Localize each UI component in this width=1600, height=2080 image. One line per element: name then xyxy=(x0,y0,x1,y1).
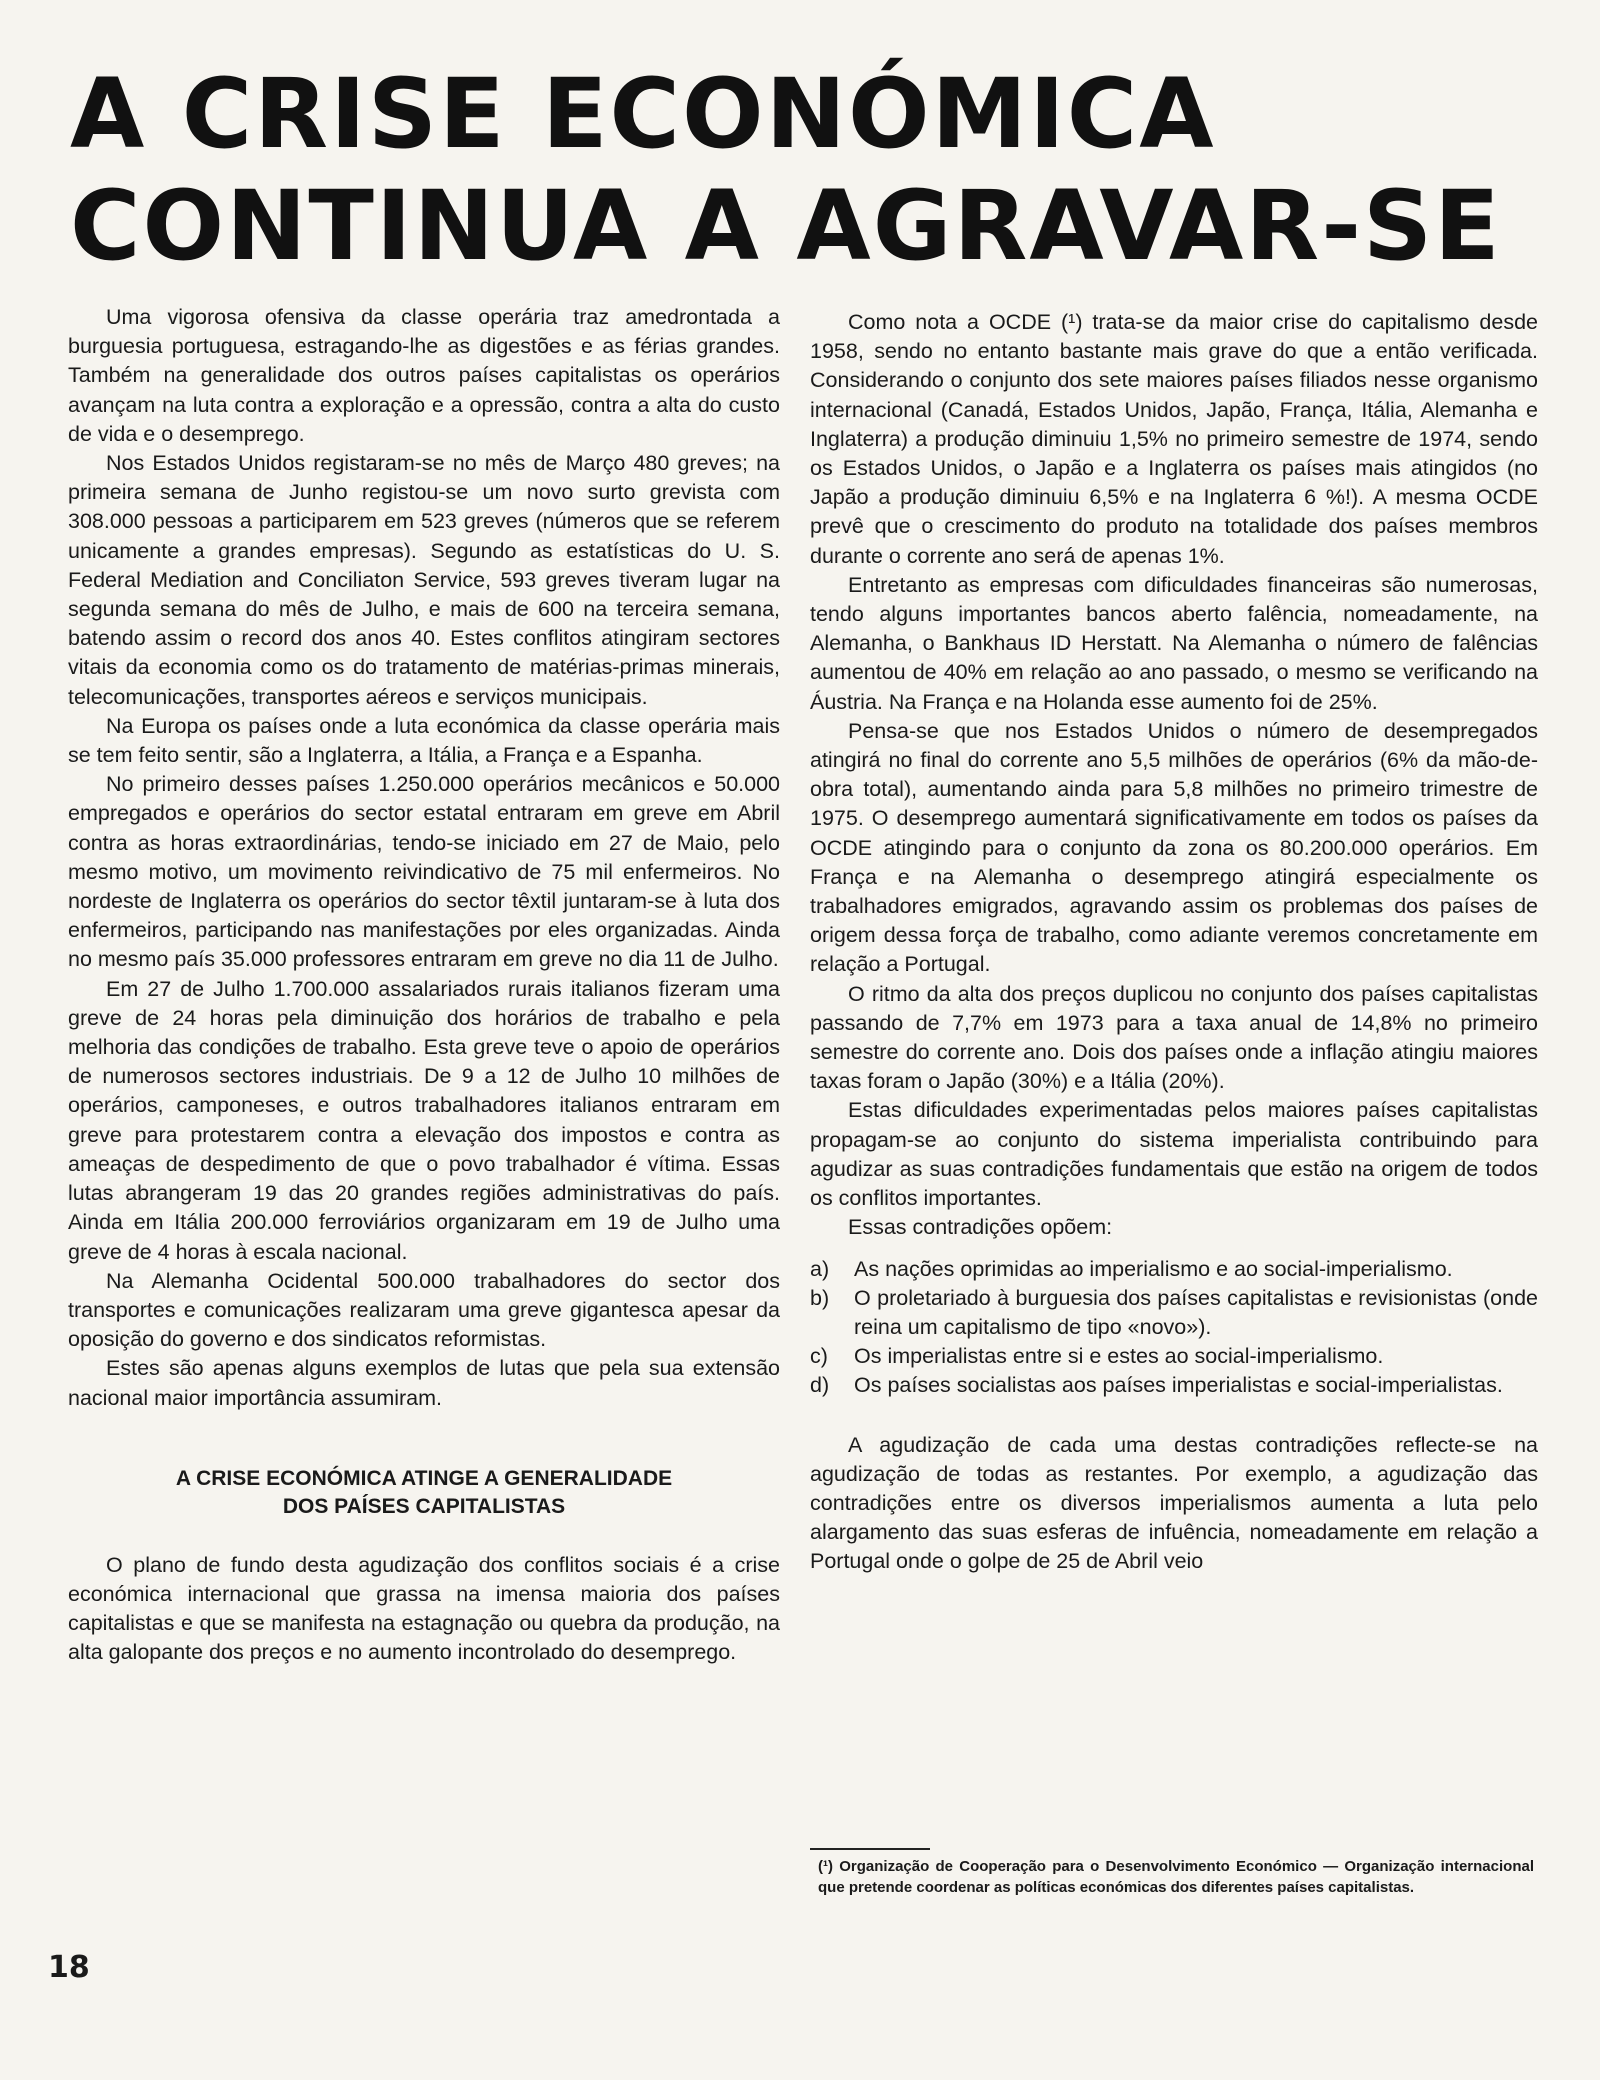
article-title-line-1: A CRISE ECONÓMICA xyxy=(70,58,1216,170)
list-item xyxy=(810,1371,1538,1400)
section-subheading-line-2: DOS PAÍSES CAPITALISTAS xyxy=(282,1494,566,1518)
paragraph: O plano de fundo desta agudização dos conflitos sociais é a crise económica internacional que grassa na imensa maioria dos países capitalistas e que se manifesta na estagnação ou quebra da produção, na alta galopante dos preços e no aumento incontrolado do desemprego. xyxy=(68,1552,780,1665)
list-item-letter: c) xyxy=(810,1344,828,1369)
paragraph: Essas contradições opõem: xyxy=(848,1215,1113,1240)
paragraph: Nos Estados Unidos registaram-se no mês de Março 480 greves; na primeira semana de Junho registou-se um novo surto grevista com 308.000 pessoas a participarem em 523 greves (números que se referem unicamente a grandes empresas). Segundo as estatísticas do U. S. Federal Mediation and Conciliaton Service, 593 greves tiveram lugar na segunda semana do mês de Julho, e mais de 600 na terceira semana, batendo assim o record dos anos 40. Estes conflitos atingiram sectores vitais da economia como os do tratamento de matérias-primas minerais, telecomunicações, transportes aéreos e serviços municipais. xyxy=(68,451,780,709)
paragraph: Na Alemanha Ocidental 500.000 trabalhadores do sector dos transportes e comunicações realizaram uma greve gigantesca apesar da oposição do governo e dos sindicatos reformistas. xyxy=(68,1268,780,1352)
list-item-letter: a) xyxy=(810,1256,830,1281)
list-item-letter: b) xyxy=(810,1285,830,1310)
list-item-text: As nações oprimidas ao imperialismo e ao social-imperialismo. xyxy=(854,1256,1453,1281)
section-subheading xyxy=(68,1465,780,1521)
footnote: (¹) Organização de Cooperação para o Desenvolvimento Económico — Organização internacional que pretende coordenar as políticas económicas dos diferentes países capitalistas. xyxy=(818,1858,1534,1896)
paragraph: Pensa-se que nos Estados Unidos o número de desempregados atingirá no final do corrente ano 5,5 milhões de operários (6% da mão-de-obra total), aumentando ainda para 5,8 milhões no primeiro trimestre de 1975. O desemprego aumentará significativamente em todos os países da OCDE atingindo para o conjunto da zona os 80.200.000 operários. Em França e na Alemanha o desemprego atingirá especialmente os trabalhadores emigrados, agravando assim os problemas dos países de origem dessa força de trabalho, como adiante veremos concretamente em relação a Portugal. xyxy=(810,718,1538,977)
paragraph: Em 27 de Julho 1.700.000 assalariados rurais italianos fizeram uma greve de 24 horas pela diminuição dos horários de trabalho e pela melhoria das condições de trabalho. Esta greve teve o apoio de operários de numerosos sectores industriais. De 9 a 12 de Julho 10 milhões de operários, camponeses, e outros trabalhadores italianos entraram em greve para protestarem contra a elevação dos impostos e contra as ameaças de despedimento de que o povo trabalhador é vítima. Essas lutas abrangeram 19 das 20 grandes regiões administrativas do país. Ainda em Itália 200.000 ferroviários organizaram em 19 de Julho uma greve de 4 horas à escala nacional. xyxy=(68,976,780,1264)
list-item-letter: d) xyxy=(810,1373,830,1398)
list-item xyxy=(810,1342,1538,1371)
section-subheading-line-1: A CRISE ECONÓMICA ATINGE A GENERALIDADE xyxy=(175,1466,673,1490)
page-number: 18 xyxy=(48,1950,90,1985)
list-item-text: Os imperialistas entre si e estes ao social-imperialismo. xyxy=(854,1344,1384,1369)
list-item-text: Os países socialistas aos países imperialistas e social-imperialistas. xyxy=(854,1373,1503,1398)
spacer xyxy=(810,1401,1538,1431)
list-item-text: O proletariado à burguesia dos países capitalistas e revisionistas (onde reina um capitalismo de tipo «novo»). xyxy=(854,1285,1538,1339)
right-column xyxy=(810,308,1538,1577)
article-title xyxy=(70,58,1502,282)
article-title-line-2: CONTINUA A AGRAVAR-SE xyxy=(70,170,1502,282)
paragraph: Na Europa os países onde a luta económica da classe operária mais se tem feito sentir, são a Inglaterra, a Itália, a França e a Espanha. xyxy=(68,713,780,768)
footnote-divider xyxy=(810,1848,930,1850)
list-item xyxy=(810,1284,1538,1342)
paragraph: Entretanto as empresas com dificuldades financeiras são numerosas, tendo alguns importantes bancos aberto falência, nomeadamente, na Alemanha, o Bankhaus ID Herstatt. Na Alemanha o número de falências aumentou de 40% em relação ao ano passado, o mesmo se verificando na Áustria. Na França e na Holanda esse aumento foi de 25%. xyxy=(810,572,1538,714)
paragraph: Como nota a OCDE (¹) trata-se da maior crise do capitalismo desde 1958, sendo no entanto bastante mais grave do que a então verificada. Considerando o conjunto dos sete maiores países filiados nesse organismo internacional (Canadá, Estados Unidos, Japão, França, Itália, Alemanha e Inglaterra) a produção diminuiu 1,5% no primeiro semestre de 1974, sendo os Estados Unidos, o Japão e a Inglaterra os países mais atingidos (no Japão a produção diminuiu 6,5% e na Inglaterra 6 %!). A mesma OCDE prevê que o crescimento do produto na totalidade dos países membros durante o corrente ano será de apenas 1%. xyxy=(810,310,1538,568)
paragraph: A agudização de cada uma destas contradições reflecte-se na agudização de todas as restantes. Por exemplo, a agudização das contradições entre os diversos imperialismos aumenta a luta pelo alargamento das suas esferas de infuência, nomeadamente em relação a Portugal onde o golpe de 25 de Abril veio xyxy=(810,1432,1538,1574)
contradictions-list xyxy=(810,1255,1538,1401)
left-column xyxy=(68,303,780,1668)
list-item xyxy=(810,1255,1538,1284)
paragraph: No primeiro desses países 1.250.000 operários mecânicos e 50.000 empregados e operários do sector estatal entraram em greve em Abril contra as horas extraordinárias, tendo-se iniciado em 27 de Maio, pelo mesmo motivo, um movimento reivindicativo de 75 mil enfermeiros. No nordeste de Inglaterra os operários do sector têxtil juntaram-se à luta dos enfermeiros, participando nas manifestações por eles organizadas. Ainda no mesmo país 35.000 professores entraram em greve no dia 11 de Julho. xyxy=(68,772,780,972)
paragraph: Estas dificuldades experimentadas pelos maiores países capitalistas propagam-se ao conjunto do sistema imperialista contribuindo para agudizar as suas contradições fundamentais que estão na origem de todos os conflitos importantes. xyxy=(810,1098,1538,1211)
paragraph: Estes são apenas alguns exemplos de lutas que pela sua extensão nacional maior importância assumiram. xyxy=(68,1356,780,1410)
paragraph: O ritmo da alta dos preços duplicou no conjunto dos países capitalistas passando de 7,7% em 1973 para a taxa anual de 14,8% no primeiro semestre do corrente ano. Dois dos países onde a inflação atingiu maiores taxas foram o Japão (30%) e a Itália (20%). xyxy=(810,981,1538,1094)
paragraph: Uma vigorosa ofensiva da classe operária traz amedrontada a burguesia portuguesa, estragando-lhe as digestões e as férias grandes. Também na generalidade dos outros países capitalistas os operários avançam na luta contra a exploração e a opressão, contra a alta do custo de vida e o desemprego. xyxy=(68,305,780,446)
